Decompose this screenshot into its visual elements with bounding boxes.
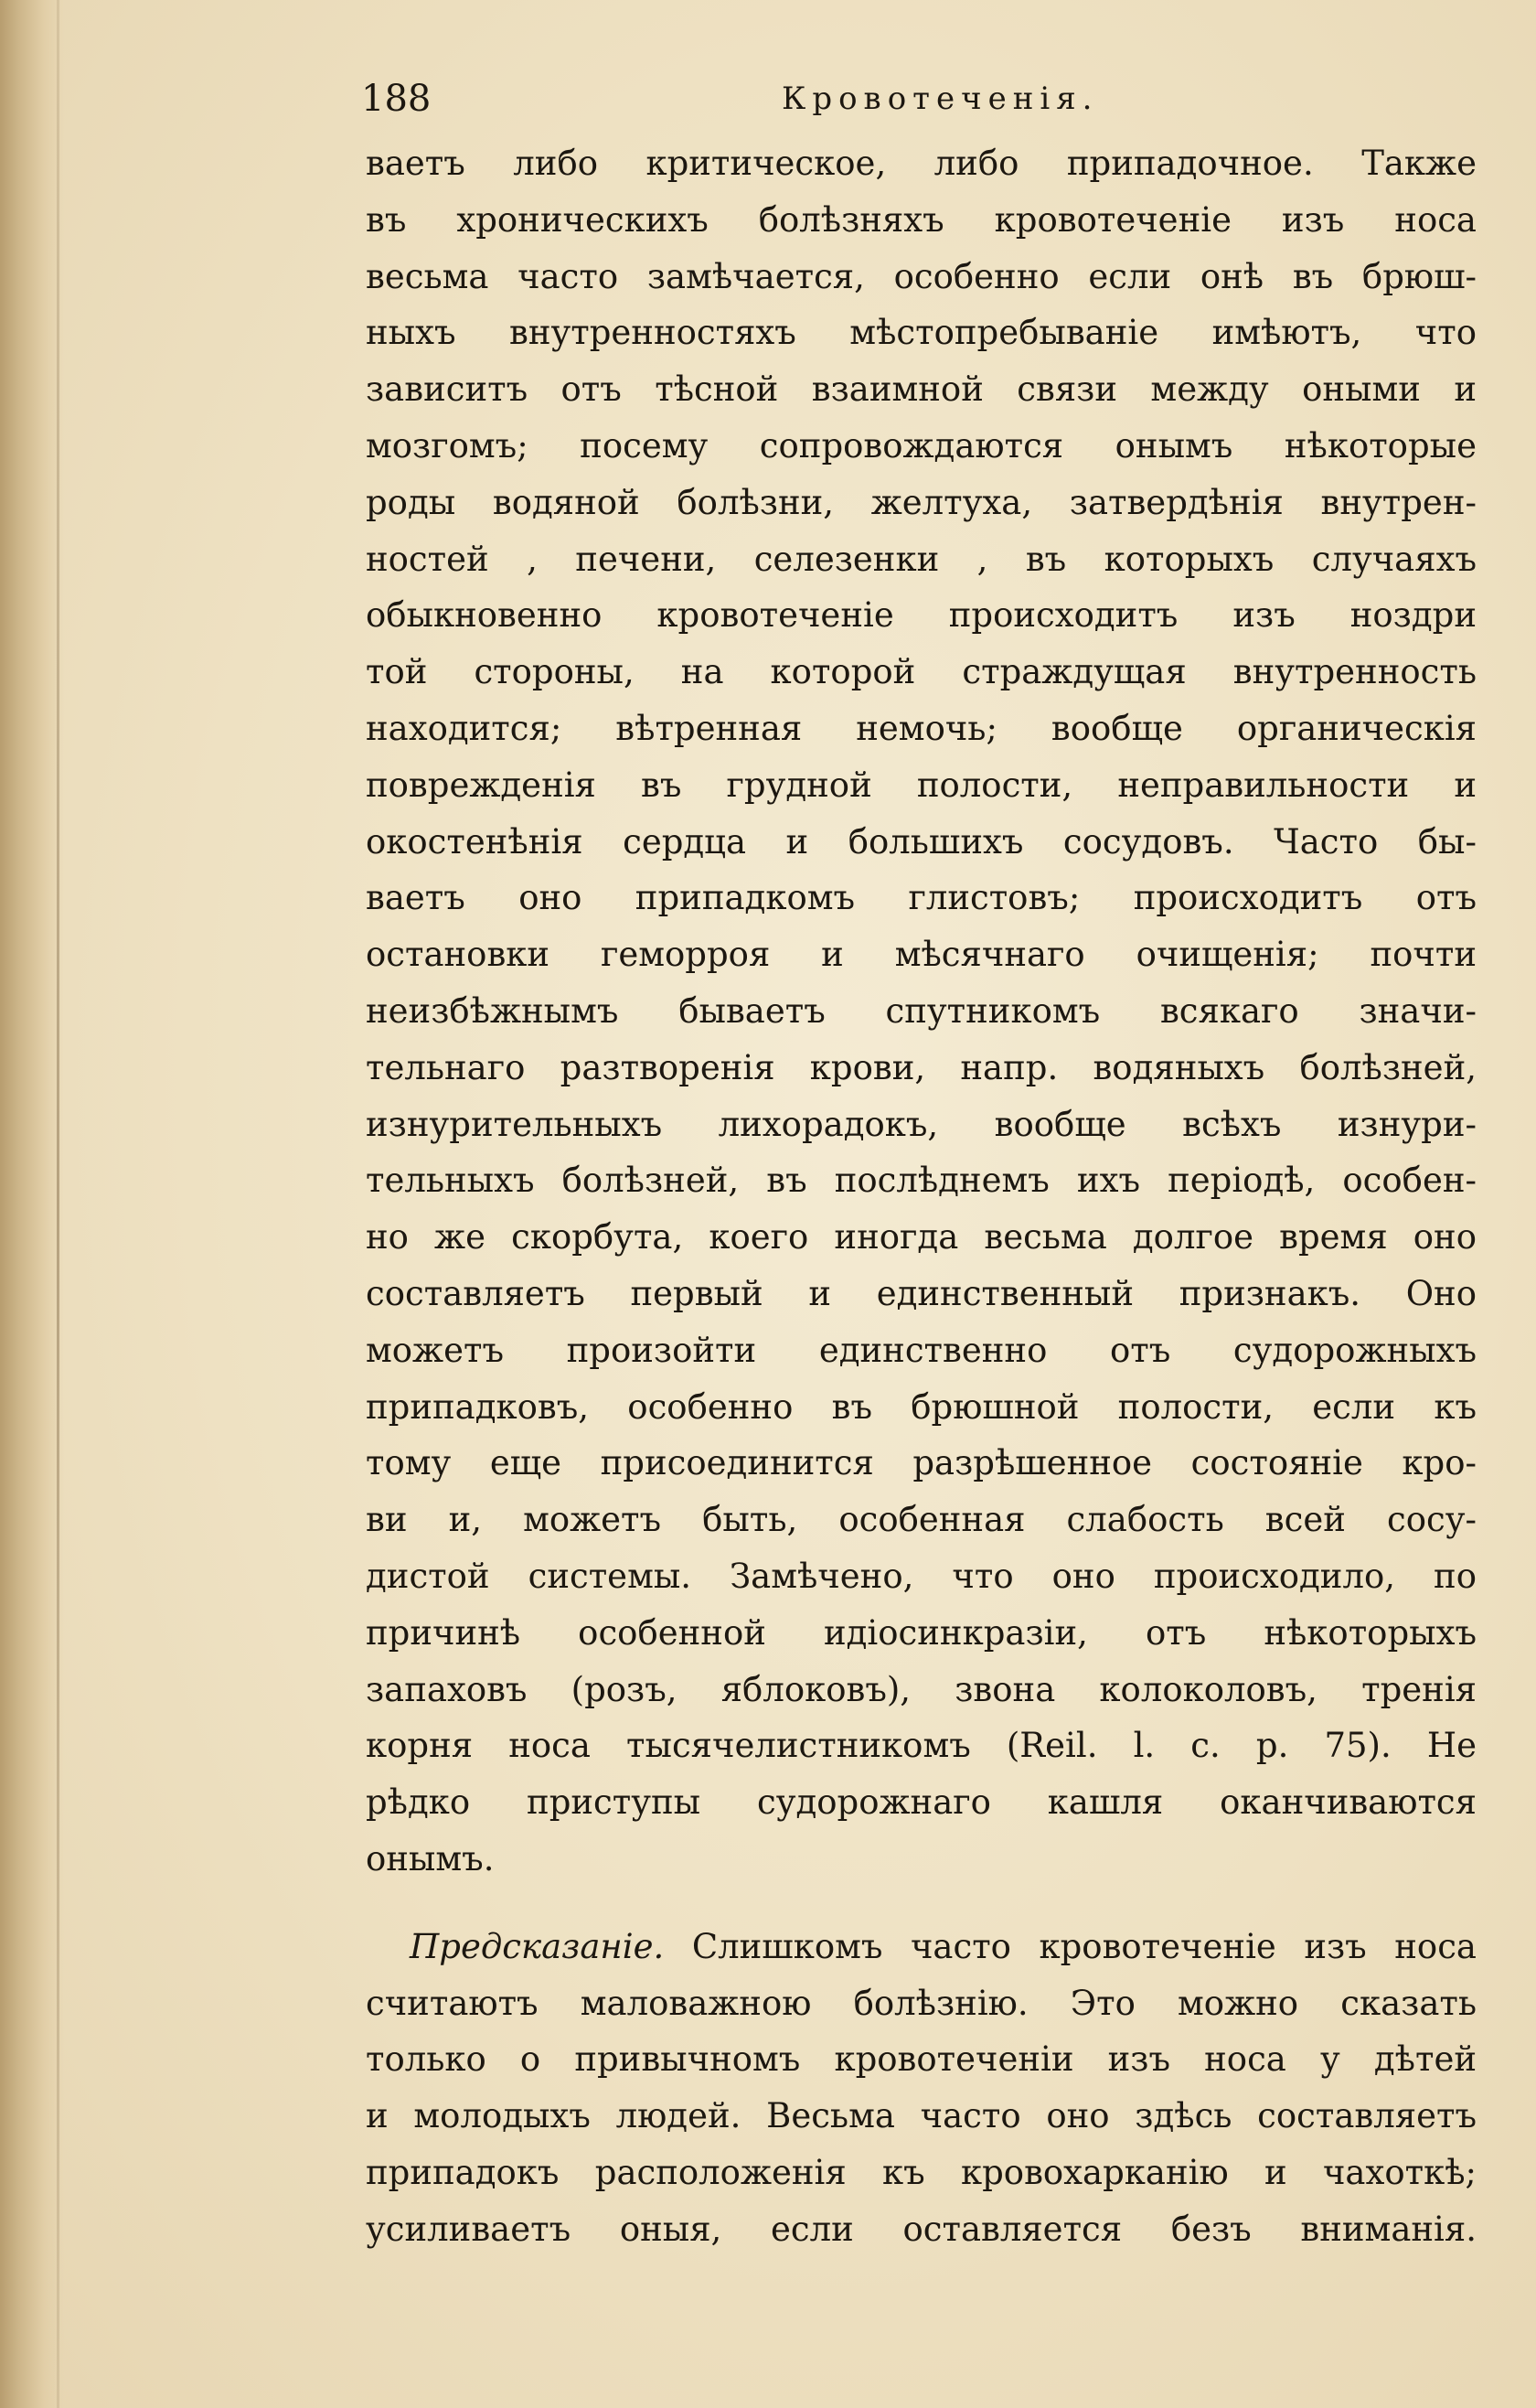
text-line: ваетъ оно припадкомъ глистовъ; происходитъ отъ [366,878,1477,918]
text-line: изнурительныхъ лихорадокъ, вообще всѣхъ изнури- [366,1104,1477,1144]
text-line: припадокъ расположенія къ кровохарканію и чахоткѣ; [366,2152,1477,2192]
text-line: той стороны, на которой страждущая внутренность [366,652,1477,692]
text-line: въ хроническихъ болѣзняхъ кровотеченіе изъ носа [366,199,1477,240]
text-line: припадковъ, особенно въ брюшной полости, если къ [366,1386,1477,1427]
text-line: но же скорбута, коего иногда весьма долгое время оно [366,1217,1477,1258]
text-line: тому еще присоединится разрѣшенное состояніе кро- [366,1443,1477,1483]
text-line: обыкновенно кровотеченіе происходитъ изъ ноздри [366,595,1477,636]
text-line: ныхъ внутренностяхъ мѣстопребываніе имѣютъ, что [366,313,1477,353]
header-title: Кровотеченія. [782,80,1099,117]
text-line: причинѣ особенной идіосинкразіи, отъ нѣкоторыхъ [366,1612,1477,1653]
text-line: корня носа тысячелистникомъ (Reil. l. c. p. 75). Не [366,1726,1477,1766]
section-lead-prognosis: Предсказаніе. [410,1926,665,1966]
page-gutter-line [57,0,59,2408]
text-line: онымъ. [366,1838,495,1878]
text-line: усиливаетъ оныя, если оставляется безъ вниманія. [366,2209,1477,2249]
text-line: весьма часто замѣчается, особенно если онѣ въ брюш- [366,256,1477,296]
text-line: составляетъ первый и единственный признакъ. Оно [366,1273,1477,1313]
text-line: запаховъ (розъ, яблоковъ), звона колоколовъ, тренія [366,1669,1477,1709]
text-line: только о привычномъ кровотеченіи изъ носа у дѣтей [366,2039,1477,2080]
text-line: можетъ произойти единственно отъ судорожныхъ [366,1330,1477,1370]
text-line: ностей , печени, селезенки , въ которыхъ случаяхъ [366,539,1477,579]
page-number: 188 [361,78,432,120]
book-spine-shadow [0,0,64,2408]
paragraph-2-first-line [366,1919,1477,1975]
text-line: окостенѣнія сердца и большихъ сосудовъ. Часто бы- [366,821,1477,862]
paragraph-gap [366,1888,1477,1919]
text-line: ви и, можетъ быть, особенная слабость всей сосу- [366,1500,1477,1540]
text-line: считаютъ маловажною болѣзнію. Это можно сказать [366,1983,1477,2023]
text-line: роды водяной болѣзни, желтуха, затвердѣнія внутрен- [366,482,1477,522]
text-line: мозгомъ; посему сопровождаются онымъ нѣкоторые [366,425,1477,466]
text-line: тельнаго разтворенія крови, напр. водяныхъ болѣзней, [366,1047,1477,1087]
text-line: находится; вѣтренная немочь; вообще органическія [366,708,1477,748]
text-line: неизбѣжнымъ бываетъ спутникомъ всякаго значи- [366,990,1477,1031]
text-line: дистой системы. Замѣчено, что оно происходило, по [366,1556,1477,1596]
text-line: зависитъ отъ тѣсной взаимной связи между оными и [366,369,1477,410]
text-line: и молодыхъ людей. Весьма часто оно здѣсь составляетъ [366,2096,1477,2136]
text-line: тельныхъ болѣзней, въ послѣднемъ ихъ періодѣ, особен- [366,1161,1477,1201]
text-line: ваетъ либо критическое, либо припадочное. Также [366,144,1477,183]
main-text [366,135,1477,2257]
text-line: рѣдко приступы судорожнаго кашля оканчиваются [366,1782,1477,1823]
paragraph-2-first-line-text: Слишкомъ часто кровотеченіе изъ носа [691,1926,1477,1966]
text-line: остановки геморроя и мѣсячнаго очищенія; почти [366,935,1477,975]
running-header [361,71,1458,126]
text-line: поврежденія въ грудной полости, неправильности и [366,765,1477,805]
